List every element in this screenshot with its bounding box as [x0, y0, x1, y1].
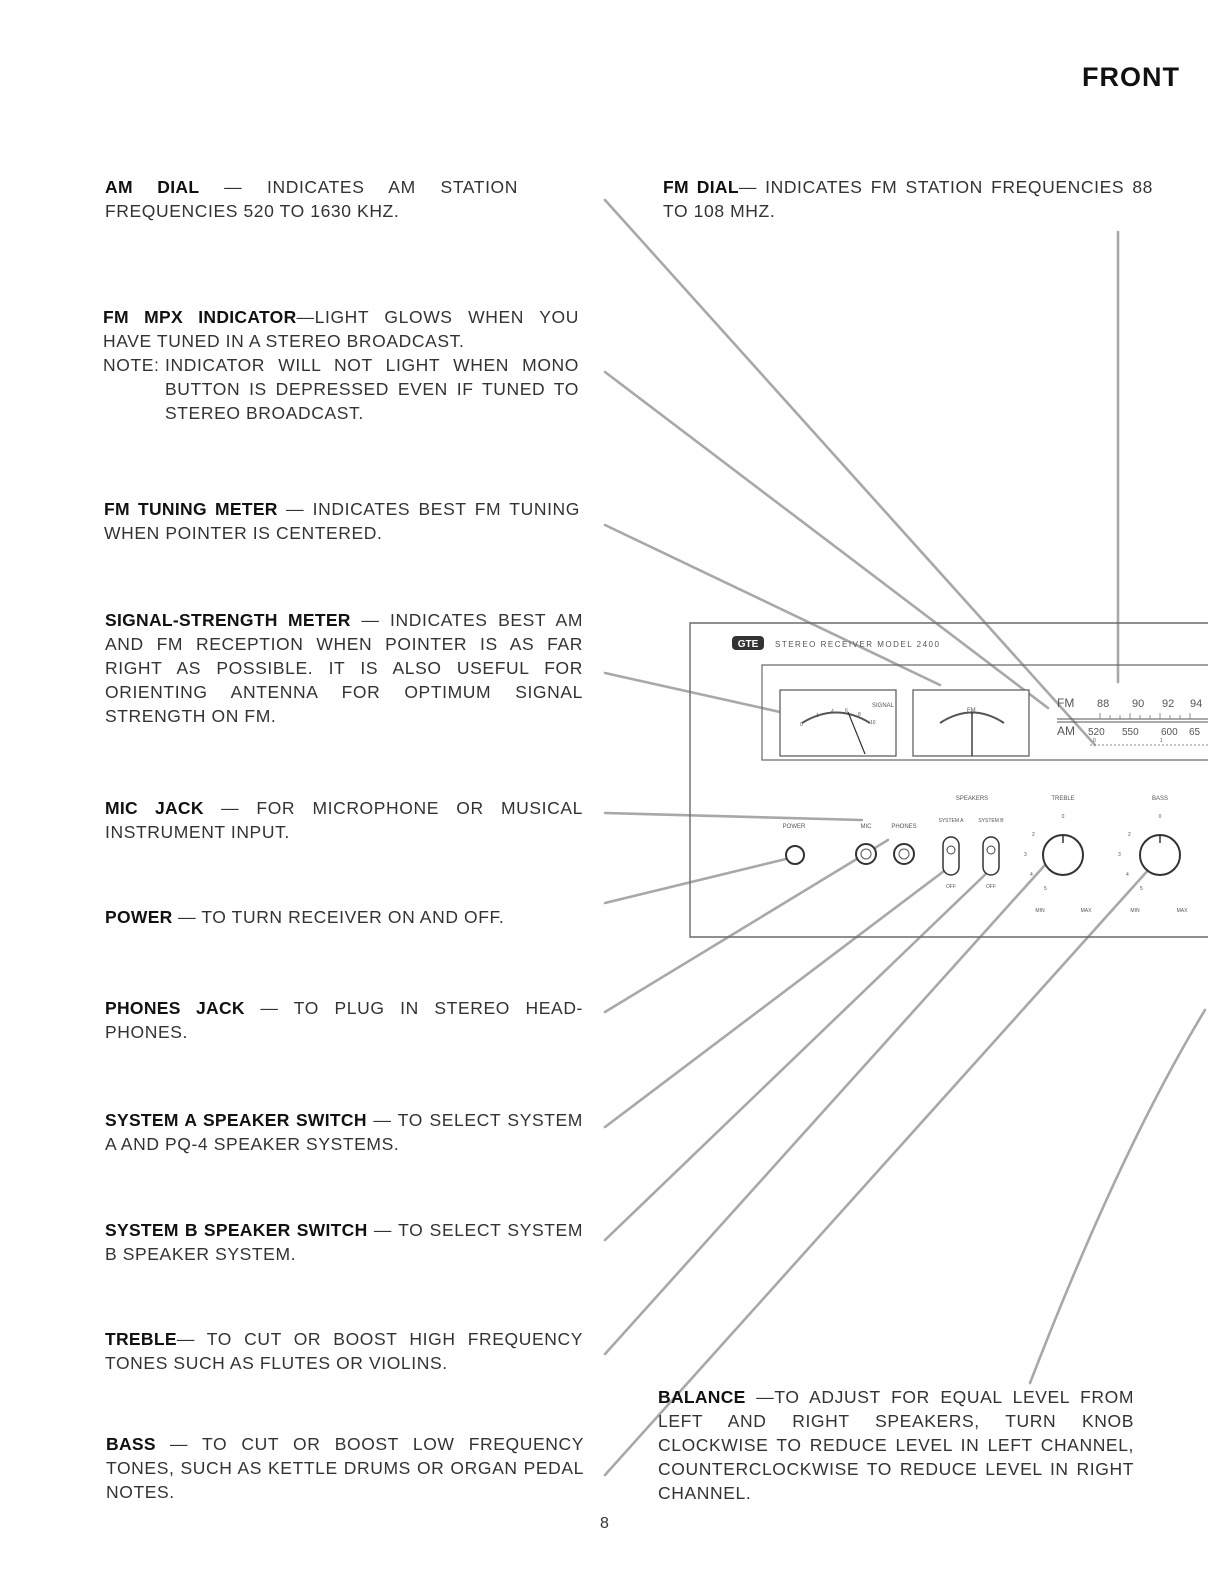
mic-jack-term: MIC JACK: [105, 798, 204, 818]
svg-text:550: 550: [1122, 727, 1139, 738]
svg-text:1: 1: [816, 713, 819, 719]
svg-text:6: 6: [845, 708, 848, 714]
leader-signal-meter: [605, 673, 780, 712]
fm-meter-label: FM: [967, 708, 976, 714]
svg-text:MIN: MIN: [1035, 908, 1045, 914]
model-label: STEREO RECEIVER MODEL 2400: [775, 640, 941, 649]
system-a-switch[interactable]: [943, 837, 959, 875]
treble-description: TREBLE— TO CUT OR BOOST HIGH FREQUENCY TONES SUCH AS FLUTES OR VIOLINS.: [105, 1329, 583, 1373]
svg-text:3: 3: [1024, 852, 1027, 858]
bass-term: BASS: [106, 1434, 156, 1454]
svg-text:MIN: MIN: [1130, 908, 1140, 914]
svg-text:5: 5: [1140, 886, 1143, 892]
svg-text:92: 92: [1162, 698, 1175, 710]
phones-jack-term: PHONES JACK: [105, 998, 245, 1018]
system-a-description: SYSTEM A SPEAKER SWITCH — TO SELECT SYSTEM A AND PQ-4 SPEAKER SYSTEMS.: [105, 1110, 583, 1154]
signal-meter-label: SIGNAL: [872, 703, 895, 709]
svg-text:2: 2: [1032, 832, 1035, 838]
system-b-description: SYSTEM B SPEAKER SWITCH — TO SELECT SYSTEM B SPEAKER SYSTEM.: [105, 1220, 583, 1264]
page-title: FRONT: [1082, 62, 1180, 92]
mic-jack[interactable]: [856, 844, 876, 864]
svg-text:4: 4: [1030, 872, 1033, 878]
svg-text:MAX: MAX: [1080, 908, 1092, 914]
signal-meter-term: SIGNAL-STRENGTH METER: [105, 610, 351, 630]
fm-dial-term: FM DIAL: [663, 177, 739, 197]
leader-system-b: [605, 868, 992, 1240]
leader-bass: [605, 868, 1150, 1475]
svg-text:94: 94: [1190, 698, 1203, 710]
svg-text:520: 520: [1088, 727, 1105, 738]
svg-text:SYSTEM B: SYSTEM B: [978, 818, 1004, 824]
svg-text:MAX: MAX: [1176, 908, 1188, 914]
signal-meter: [780, 690, 896, 756]
svg-text:POWER: POWER: [782, 824, 806, 830]
system-b-term: SYSTEM B SPEAKER SWITCH: [105, 1220, 368, 1240]
am-dial-term: AM DIAL: [105, 177, 200, 197]
signal-meter-description: SIGNAL-STRENGTH METER — INDICATES BEST AM AND FM RECEPTION WHEN POINTER IS AS FAR RIGHT AS POSSIBLE. IT IS ALSO USEFUL FOR ORIENTING ANTENNA FOR OPTIMUM SIGNAL STRENGTH ON FM.: [105, 610, 583, 726]
svg-text:MIC: MIC: [860, 824, 872, 830]
balance-description: BALANCE —TO ADJUST FOR EQUAL LEVEL FROM LEFT AND RIGHT SPEAKERS, TURN KNOB CLOCKWISE TO REDUCE LEVEL IN LEFT CHANNEL, COUNTERCLOCKWISE TO REDUCE LEVEL IN RIGHT CHANNEL.: [658, 1387, 1134, 1503]
leader-mic-jack: [605, 813, 862, 820]
fm-dial-label: FM: [1057, 696, 1075, 710]
treble-term: TREBLE: [105, 1329, 177, 1349]
svg-text:TREBLE: TREBLE: [1051, 796, 1075, 802]
leader-power: [605, 858, 790, 903]
svg-text:4: 4: [1126, 872, 1129, 878]
fm-mpx-description: FM MPX INDICATOR—LIGHT GLOWS WHEN YOU HAVE TUNED IN A STEREO BROADCAST. NOTE: INDICATOR WILL NOT LIGHT WHEN MONO BUTTON IS DEPRESSED EVEN IF TUNED TO STEREO BROADCAST.: [103, 307, 579, 423]
leader-phones-jack: [605, 840, 888, 1012]
mic-jack-description: MIC JACK — FOR MICROPHONE OR MUSICAL INSTRUMENT INPUT.: [105, 798, 583, 842]
svg-text:10: 10: [870, 720, 876, 726]
svg-text:OFF: OFF: [986, 884, 996, 890]
svg-text:65: 65: [1189, 727, 1201, 738]
fm-tuning-meter: [913, 690, 1029, 756]
svg-text:0: 0: [1093, 738, 1096, 744]
power-button[interactable]: [786, 846, 804, 864]
leader-balance: [1030, 1010, 1205, 1383]
svg-text:0: 0: [1061, 814, 1065, 820]
page-number: 8: [600, 1515, 609, 1532]
phones-jack[interactable]: [894, 844, 914, 864]
leader-lines: [605, 200, 1205, 1475]
svg-text:0: 0: [1158, 814, 1162, 820]
leader-treble: [605, 865, 1045, 1354]
svg-text:BASS: BASS: [1151, 796, 1169, 802]
svg-text:8: 8: [858, 712, 861, 718]
bass-description: BASS — TO CUT OR BOOST LOW FREQUENCY TONES, SUCH AS KETTLE DRUMS OR ORGAN PEDAL NOTES.: [106, 1434, 584, 1502]
system-a-term: SYSTEM A SPEAKER SWITCH: [105, 1110, 367, 1130]
am-dial-label: AM: [1057, 724, 1075, 738]
svg-text:5: 5: [1044, 886, 1047, 892]
fm-tuning-meter-term: FM TUNING METER: [104, 499, 278, 519]
balance-term: BALANCE: [658, 1387, 746, 1407]
svg-text:2: 2: [1128, 832, 1131, 838]
svg-text:3: 3: [1118, 852, 1121, 858]
svg-text:SPEAKERS: SPEAKERS: [955, 796, 989, 802]
system-b-switch[interactable]: [983, 837, 999, 875]
svg-text:OFF: OFF: [946, 884, 956, 890]
power-term: POWER: [105, 907, 173, 927]
fm-dial-description: FM DIAL— INDICATES FM STATION FREQUENCIES 88 TO 108 MHZ.: [663, 177, 1153, 221]
fm-tuning-meter-description: FM TUNING METER — INDICATES BEST FM TUNING WHEN POINTER IS CENTERED.: [104, 499, 580, 543]
fm-mpx-term: FM MPX INDICATOR: [103, 307, 297, 327]
leader-am-dial: [605, 200, 1095, 745]
am-dial-description: AM DIAL — INDICATES AM STATION FREQUENCIES 520 TO 1630 KHZ.: [105, 177, 518, 221]
svg-text:88: 88: [1097, 698, 1110, 710]
svg-text:600: 600: [1161, 727, 1178, 738]
phones-jack-description: PHONES JACK — TO PLUG IN STEREO HEAD-PHONES.: [105, 998, 583, 1042]
power-description: POWER — TO TURN RECEIVER ON AND OFF.: [105, 907, 505, 927]
fm-dial-ticks: [1100, 713, 1190, 719]
svg-text:SYSTEM A: SYSTEM A: [938, 818, 964, 824]
svg-text:0: 0: [800, 722, 803, 728]
svg-text:4: 4: [831, 709, 834, 715]
leader-fm-tuning-meter: [605, 525, 940, 685]
brand-logo-text: GTE: [737, 639, 759, 650]
svg-text:1: 1: [1160, 738, 1163, 744]
fm-mpx-note: NOTE: INDICATOR WILL NOT LIGHT WHEN MONO BUTTON IS DEPRESSED EVEN IF TUNED TO STEREO BROADCAST.: [103, 355, 579, 423]
leader-fm-mpx: [605, 372, 1048, 708]
svg-text:90: 90: [1132, 698, 1145, 710]
svg-text:PHONES: PHONES: [891, 824, 917, 830]
